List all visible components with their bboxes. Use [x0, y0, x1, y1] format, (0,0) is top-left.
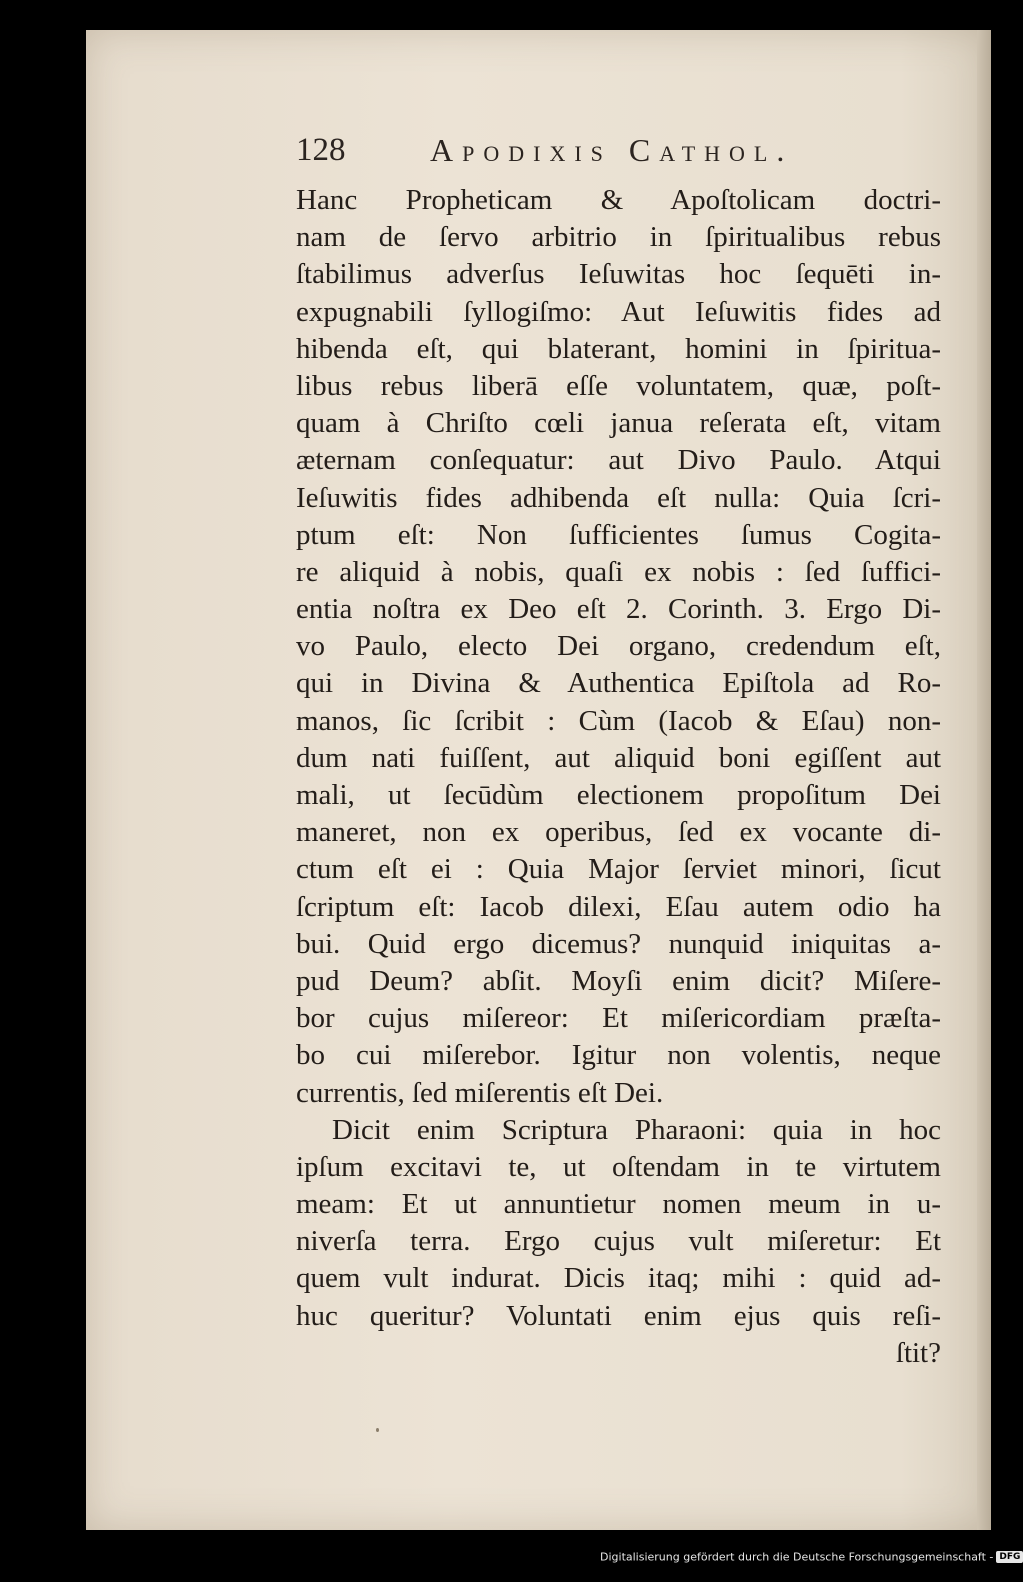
- text-line: ſtabilimus adverſus Ieſuwitas hoc ſequēti in-: [296, 258, 941, 291]
- text-line: currentis, ſed miſerentis eſt Dei.: [296, 1076, 664, 1109]
- text-line: qui in Divina & Authentica Epiſtola ad Ro-: [296, 667, 941, 700]
- text-line: quem vult indurat. Dicis itaq; mihi : quid ad-: [296, 1262, 941, 1295]
- digitization-credit: [600, 1550, 1021, 1574]
- text-line: Ieſuwitis fides adhibenda eſt nulla: Quia ſcri-: [296, 481, 941, 514]
- page-number: 128: [296, 132, 346, 168]
- text-line: nam de ſervo arbitrio in ſpiritualibus rebus: [296, 221, 941, 254]
- text-line: meam: Et ut annuntietur nomen meum in u-: [296, 1188, 941, 1221]
- text-line-catchword: ſtit?: [895, 1336, 941, 1369]
- text-line: ſcriptum eſt: Iacob dilexi, Eſau autem odio ha: [296, 890, 941, 923]
- text-line: Hanc Propheticam & Apoſtolicam doctri-: [296, 184, 941, 216]
- text-line: ptum eſt: Non ſufficientes ſumus Cogita-: [296, 518, 941, 551]
- text-line: niverſa terra. Ergo cujus vult miſeretur: Et: [296, 1225, 941, 1258]
- text-line: bo cui miſerebor. Igitur non volentis, neque: [296, 1039, 941, 1072]
- text-line: quam à Chriſto cœli janua reſerata eſt, vitam: [296, 407, 941, 440]
- page-header: [296, 128, 941, 174]
- text-line: æternam conſequatur: aut Divo Paulo. Atqui: [296, 444, 941, 477]
- text-line: re aliquid à nobis, quaſi ex nobis : ſed ſuffici-: [296, 555, 941, 588]
- text-line: expugnabili ſyllogiſmo: Aut Ieſuwitis fides ad: [296, 295, 941, 328]
- text-line: ipſum excitavi te, ut oſtendam in te virtutem: [296, 1150, 941, 1183]
- running-title: Apodixis Cathol.: [430, 132, 794, 168]
- text-line: bor cujus miſereor: Et miſericordiam præſta-: [296, 1002, 941, 1035]
- text-line: maneret, non ex operibus, ſed ex vocante di-: [296, 816, 941, 849]
- text-line: huc queritur? Voluntati enim ejus quis reſi-: [296, 1299, 941, 1332]
- text-line: bui. Quid ergo dicemus? nunquid iniquitas a-: [296, 927, 941, 960]
- paper-speck: [376, 1428, 379, 1432]
- text-line: Dicit enim Scriptura Pharaoni: quia in hoc: [332, 1113, 941, 1146]
- text-line: hibenda eſt, qui blaterant, homini in ſpiritua-: [296, 332, 941, 365]
- text-line: entia noſtra ex Deo eſt 2. Corinth. 3. Ergo Di-: [296, 593, 941, 626]
- text-line: vo Paulo, electo Dei organo, credendum eſt,: [296, 630, 941, 663]
- text-line: manos, ſic ſcribit : Cùm (Iacob & Eſau) non-: [296, 704, 941, 737]
- book-spine-edge: [977, 30, 991, 1530]
- text-line: ctum eſt ei : Quia Major ſerviet minori, ſicut: [296, 853, 941, 886]
- credit-text: Digitalisierung gefördert durch die Deutsche Forschungsgemeinschaft -: [600, 1550, 994, 1564]
- text-line: libus rebus liberā eſſe voluntatem, quæ, poſt-: [296, 369, 941, 402]
- text-line: dum nati fuiſſent, aut aliquid boni egiſſent aut: [296, 741, 941, 774]
- body-text: [296, 182, 941, 1372]
- text-line: pud Deum? abſit. Moyſi enim dicit? Miſere-: [296, 964, 941, 997]
- text-line: mali, ut ſecūdùm electionem propoſitum Dei: [296, 779, 941, 811]
- dfg-logo: DFG: [996, 1551, 1023, 1563]
